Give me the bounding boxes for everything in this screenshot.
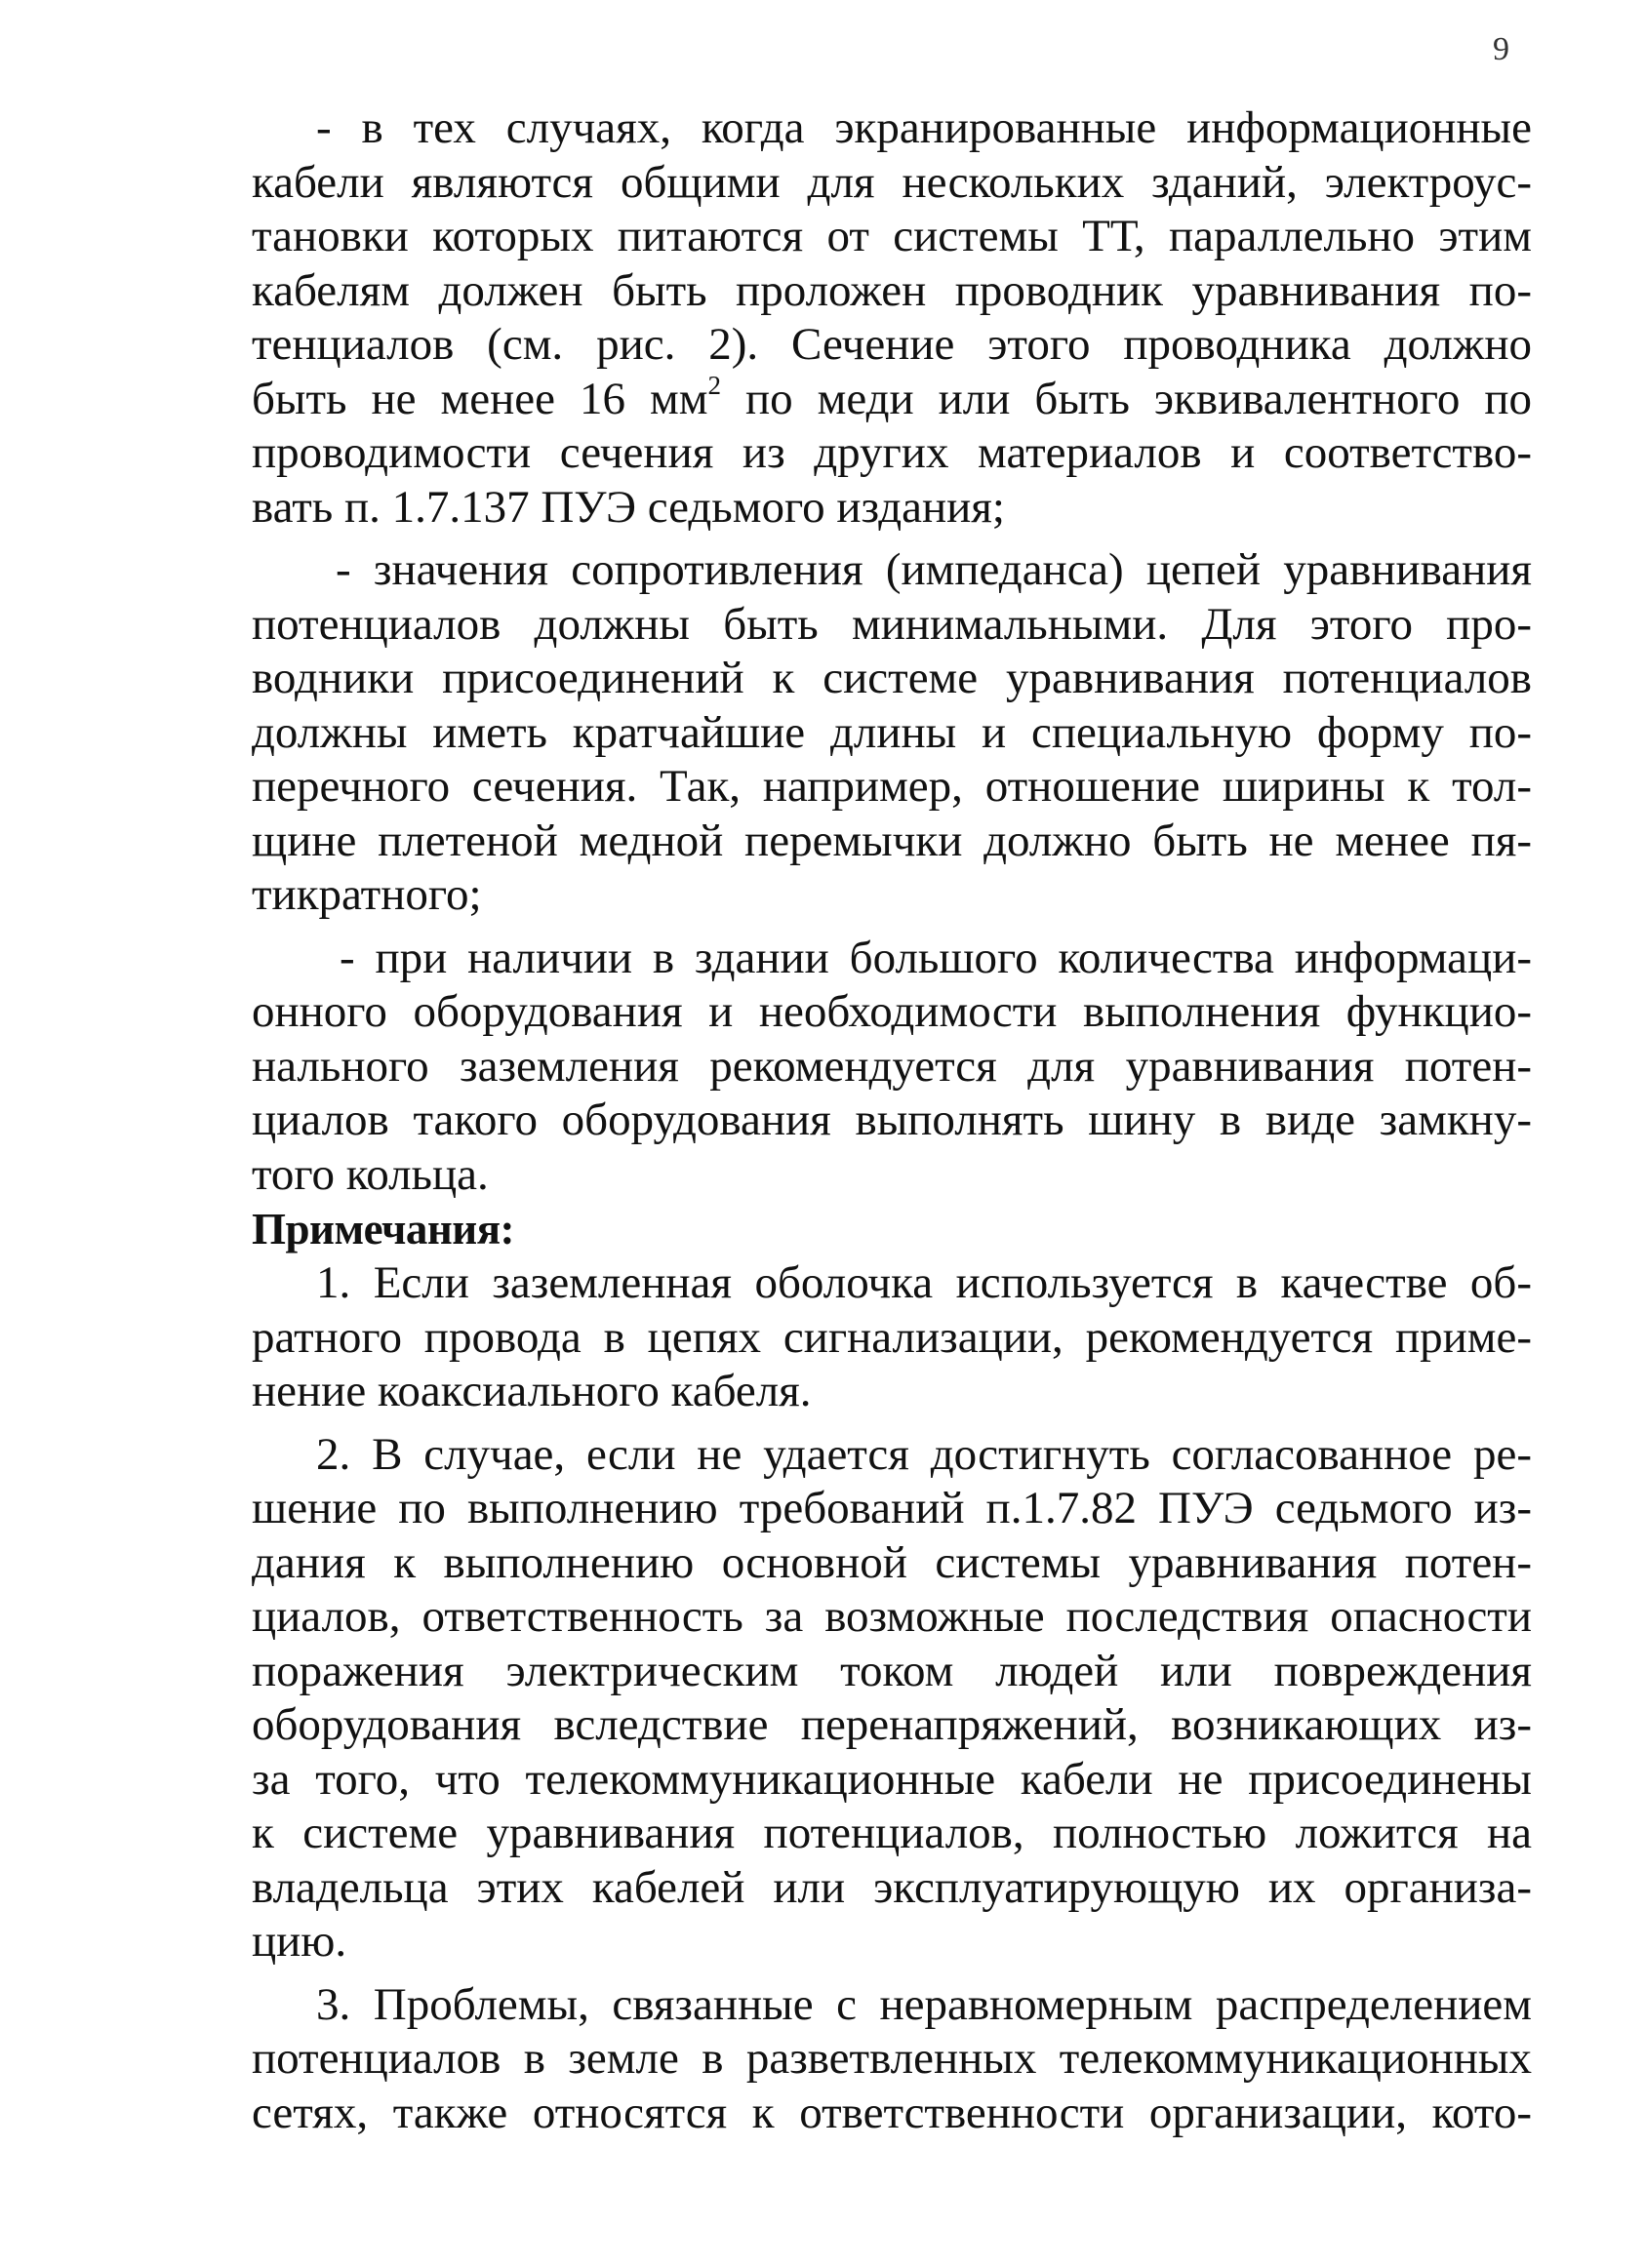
page-number: 9 <box>1493 31 1509 67</box>
text-line: за того, что телекоммуникационные кабели не присоединены <box>252 1753 1532 1805</box>
text-line: онного оборудования и необходимости выполнения функцио- <box>252 986 1532 1037</box>
text-line: циалов, ответственность за возможные последствия опасности <box>252 1591 1532 1642</box>
text-line: перечного сечения. Так, например, отношение ширины к тол- <box>252 761 1532 812</box>
text-line: того кольца. <box>252 1148 489 1200</box>
text-line: должны иметь кратчайшие длины и специальную форму по- <box>252 706 1532 758</box>
text-line: сетях, также относятся к ответственности организации, кото- <box>252 2087 1532 2138</box>
note-1 <box>252 1256 1532 1419</box>
text-fragment: быть не менее 16 мм <box>252 373 708 424</box>
text-line: тикратного; <box>252 869 482 920</box>
text-line: потенциалов в земле в разветвленных телекоммуникационных <box>252 2033 1532 2084</box>
text-line: кабели являются общими для нескольких зданий, электроус- <box>252 156 1532 208</box>
text-line: кабелям должен быть проложен проводник уравнивания по- <box>252 264 1532 316</box>
text-line: вать п. 1.7.137 ПУЭ седьмого издания; <box>252 481 1005 533</box>
text-line: 3. Проблемы, связанные с неравномерным распределением <box>316 1978 1532 2030</box>
notes-heading: Примечания: <box>252 1205 515 1253</box>
text-line: циалов такого оборудования выполнять шину в виде замкну- <box>252 1094 1532 1145</box>
paragraph-impedance <box>252 543 1532 923</box>
note-2 <box>252 1428 1532 1970</box>
text-line: владельца этих кабелей или эксплуатирующую их организа- <box>252 1861 1532 1913</box>
text-line: нального заземления рекомендуется для уравнивания потен- <box>252 1040 1532 1092</box>
text-line: проводимости сечения из других материалов и соответство- <box>252 427 1532 478</box>
superscript-unit: 2 <box>707 372 721 400</box>
text-line: водники присоединений к системе уравнивания потенциалов <box>252 653 1532 703</box>
text-line: 1. Если заземленная оболочка используется в качестве об- <box>316 1257 1532 1308</box>
text-line: потенциалов должны быть минимальными. Для этого про- <box>252 598 1532 650</box>
text-line-with-superscript <box>252 373 1532 427</box>
text-line: 2. В случае, если не удается достигнуть согласованное ре- <box>316 1428 1532 1480</box>
paragraph-ring-bus <box>252 932 1532 1203</box>
text-line: тенциалов (см. рис. 2). Сечение этого проводника должно <box>252 319 1532 370</box>
paragraph-shielded-cables <box>252 101 1532 535</box>
text-line: - значения сопротивления (импеданса) цепей уравнивания <box>336 544 1532 595</box>
text-line: нение коаксиального кабеля. <box>252 1366 812 1416</box>
text-line: цию. <box>252 1916 347 1967</box>
text-line: ратного провода в цепях сигнализации, рекомендуется приме- <box>252 1311 1532 1363</box>
text-line: - в тех случаях, когда экранированные информационные <box>316 102 1532 153</box>
note-3 <box>252 1978 1532 2141</box>
text-line: оборудования вследствие перенапряжений, возникающих из- <box>252 1699 1532 1750</box>
text-line: к системе уравнивания потенциалов, полностью ложится на <box>252 1808 1532 1858</box>
document-text <box>252 101 1532 2140</box>
text-fragment: по меди или быть эквивалентного по <box>720 373 1532 424</box>
text-line: шение по выполнению требований п.1.7.82 ПУЭ седьмого из- <box>252 1483 1532 1533</box>
text-line: дания к выполнению основной системы уравнивания потен- <box>252 1536 1532 1588</box>
text-line: - при наличии в здании большого количества информаци- <box>340 932 1532 983</box>
text-line: щине плетеной медной перемычки должно быть не менее пя- <box>252 815 1532 866</box>
text-line: поражения электрическим током людей или повреждения <box>252 1645 1532 1696</box>
text-line: тановки которых питаются от системы ТТ, параллельно этим <box>252 211 1532 261</box>
